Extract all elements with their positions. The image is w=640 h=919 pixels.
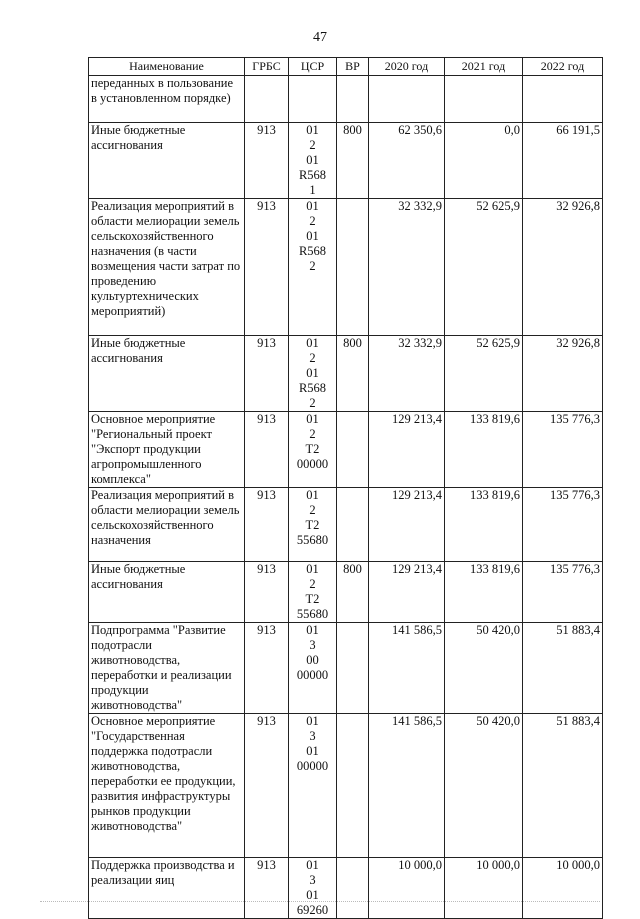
cell-2021 — [445, 76, 523, 123]
cell-grbs: 913 — [245, 714, 289, 858]
cell-2022: 10 000,0 — [523, 858, 603, 919]
cell-2022: 51 883,4 — [523, 623, 603, 714]
header-2020: 2020 год — [369, 58, 445, 76]
cell-csr: 01 3 00 00000 — [289, 623, 337, 714]
cell-2020: 62 350,6 — [369, 123, 445, 199]
header-2022: 2022 год — [523, 58, 603, 76]
cell-name: Основное мероприятие "Государственная поддержка подотрасли животноводства, переработки ее продукции, развития инфраструктуры рынков продукции животноводства" — [89, 714, 245, 858]
cell-vr: 800 — [337, 562, 369, 623]
cell-2021: 133 819,6 — [445, 412, 523, 488]
cell-csr: 01 2 T2 00000 — [289, 412, 337, 488]
cell-name: Поддержка производства и реализации яиц — [89, 858, 245, 919]
cell-grbs: 913 — [245, 412, 289, 488]
cell-2020 — [369, 76, 445, 123]
table-row — [89, 336, 603, 412]
cell-grbs: 913 — [245, 562, 289, 623]
cell-2021: 10 000,0 — [445, 858, 523, 919]
cell-grbs: 913 — [245, 623, 289, 714]
cell-name: Иные бюджетные ассигнования — [89, 562, 245, 623]
cell-2022: 32 926,8 — [523, 336, 603, 412]
cell-2022: 32 926,8 — [523, 199, 603, 336]
cell-csr: 01 2 T2 55680 — [289, 562, 337, 623]
cell-name: Реализация мероприятий в области мелиорации земель сельскохозяйственного назначения (в части возмещения части затрат по проведению культуртехнических мероприятий) — [89, 199, 245, 336]
cell-2021: 50 420,0 — [445, 623, 523, 714]
cell-vr — [337, 714, 369, 858]
cell-2020: 129 213,4 — [369, 562, 445, 623]
table-row — [89, 623, 603, 714]
cell-name: Иные бюджетные ассигнования — [89, 123, 245, 199]
header-csr: ЦСР — [289, 58, 337, 76]
cell-vr — [337, 623, 369, 714]
cell-2022: 135 776,3 — [523, 412, 603, 488]
cell-2021: 0,0 — [445, 123, 523, 199]
cell-vr — [337, 76, 369, 123]
header-grbs: ГРБС — [245, 58, 289, 76]
cell-vr — [337, 199, 369, 336]
table-row — [89, 488, 603, 562]
cell-csr: 01 3 01 00000 — [289, 714, 337, 858]
cell-grbs: 913 — [245, 858, 289, 919]
cell-name: переданных в пользование в установленном порядке) — [89, 76, 245, 123]
cell-2022 — [523, 76, 603, 123]
cell-name: Основное мероприятие "Региональный проект "Экспорт продукции агропромышленного комплекса" — [89, 412, 245, 488]
cell-csr: 01 2 01 R568 2 — [289, 336, 337, 412]
cell-grbs: 913 — [245, 336, 289, 412]
cell-2020: 32 332,9 — [369, 336, 445, 412]
cell-2021: 133 819,6 — [445, 562, 523, 623]
cell-2020: 32 332,9 — [369, 199, 445, 336]
cell-2020: 129 213,4 — [369, 412, 445, 488]
cell-2021: 52 625,9 — [445, 199, 523, 336]
cell-csr: 01 2 01 R568 1 — [289, 123, 337, 199]
cell-2020: 10 000,0 — [369, 858, 445, 919]
cell-name: Иные бюджетные ассигнования — [89, 336, 245, 412]
table-row — [89, 562, 603, 623]
cell-2022: 66 191,5 — [523, 123, 603, 199]
cell-grbs: 913 — [245, 199, 289, 336]
header-vr: ВР — [337, 58, 369, 76]
cell-csr: 01 3 01 69260 — [289, 858, 337, 919]
table-header-row — [89, 58, 603, 76]
cell-2021: 52 625,9 — [445, 336, 523, 412]
table-row — [89, 76, 603, 123]
cell-2020: 129 213,4 — [369, 488, 445, 562]
cell-vr — [337, 858, 369, 919]
cell-name: Реализация мероприятий в области мелиорации земель сельскохозяйственного назначения — [89, 488, 245, 562]
cell-csr — [289, 76, 337, 123]
cell-2021: 133 819,6 — [445, 488, 523, 562]
table-row — [89, 858, 603, 919]
cell-vr — [337, 488, 369, 562]
cell-grbs: 913 — [245, 488, 289, 562]
cell-csr: 01 2 T2 55680 — [289, 488, 337, 562]
cell-2020: 141 586,5 — [369, 714, 445, 858]
cell-vr: 800 — [337, 123, 369, 199]
cell-grbs: 913 — [245, 123, 289, 199]
page-number: 47 — [313, 30, 327, 45]
cell-2022: 51 883,4 — [523, 714, 603, 858]
table-row — [89, 714, 603, 858]
cell-vr: 800 — [337, 336, 369, 412]
cell-2022: 135 776,3 — [523, 562, 603, 623]
cell-2022: 135 776,3 — [523, 488, 603, 562]
cell-2020: 141 586,5 — [369, 623, 445, 714]
table-row — [89, 199, 603, 336]
budget-table — [88, 57, 603, 919]
cell-2021: 50 420,0 — [445, 714, 523, 858]
header-2021: 2021 год — [445, 58, 523, 76]
cell-grbs — [245, 76, 289, 123]
cell-csr: 01 2 01 R568 2 — [289, 199, 337, 336]
scan-edge — [40, 901, 600, 903]
table-row — [89, 412, 603, 488]
table-row — [89, 123, 603, 199]
cell-vr — [337, 412, 369, 488]
header-name: Наименование — [89, 58, 245, 76]
cell-name: Подпрограмма "Развитие подотрасли животноводства, переработки и реализации продукции животноводства" — [89, 623, 245, 714]
